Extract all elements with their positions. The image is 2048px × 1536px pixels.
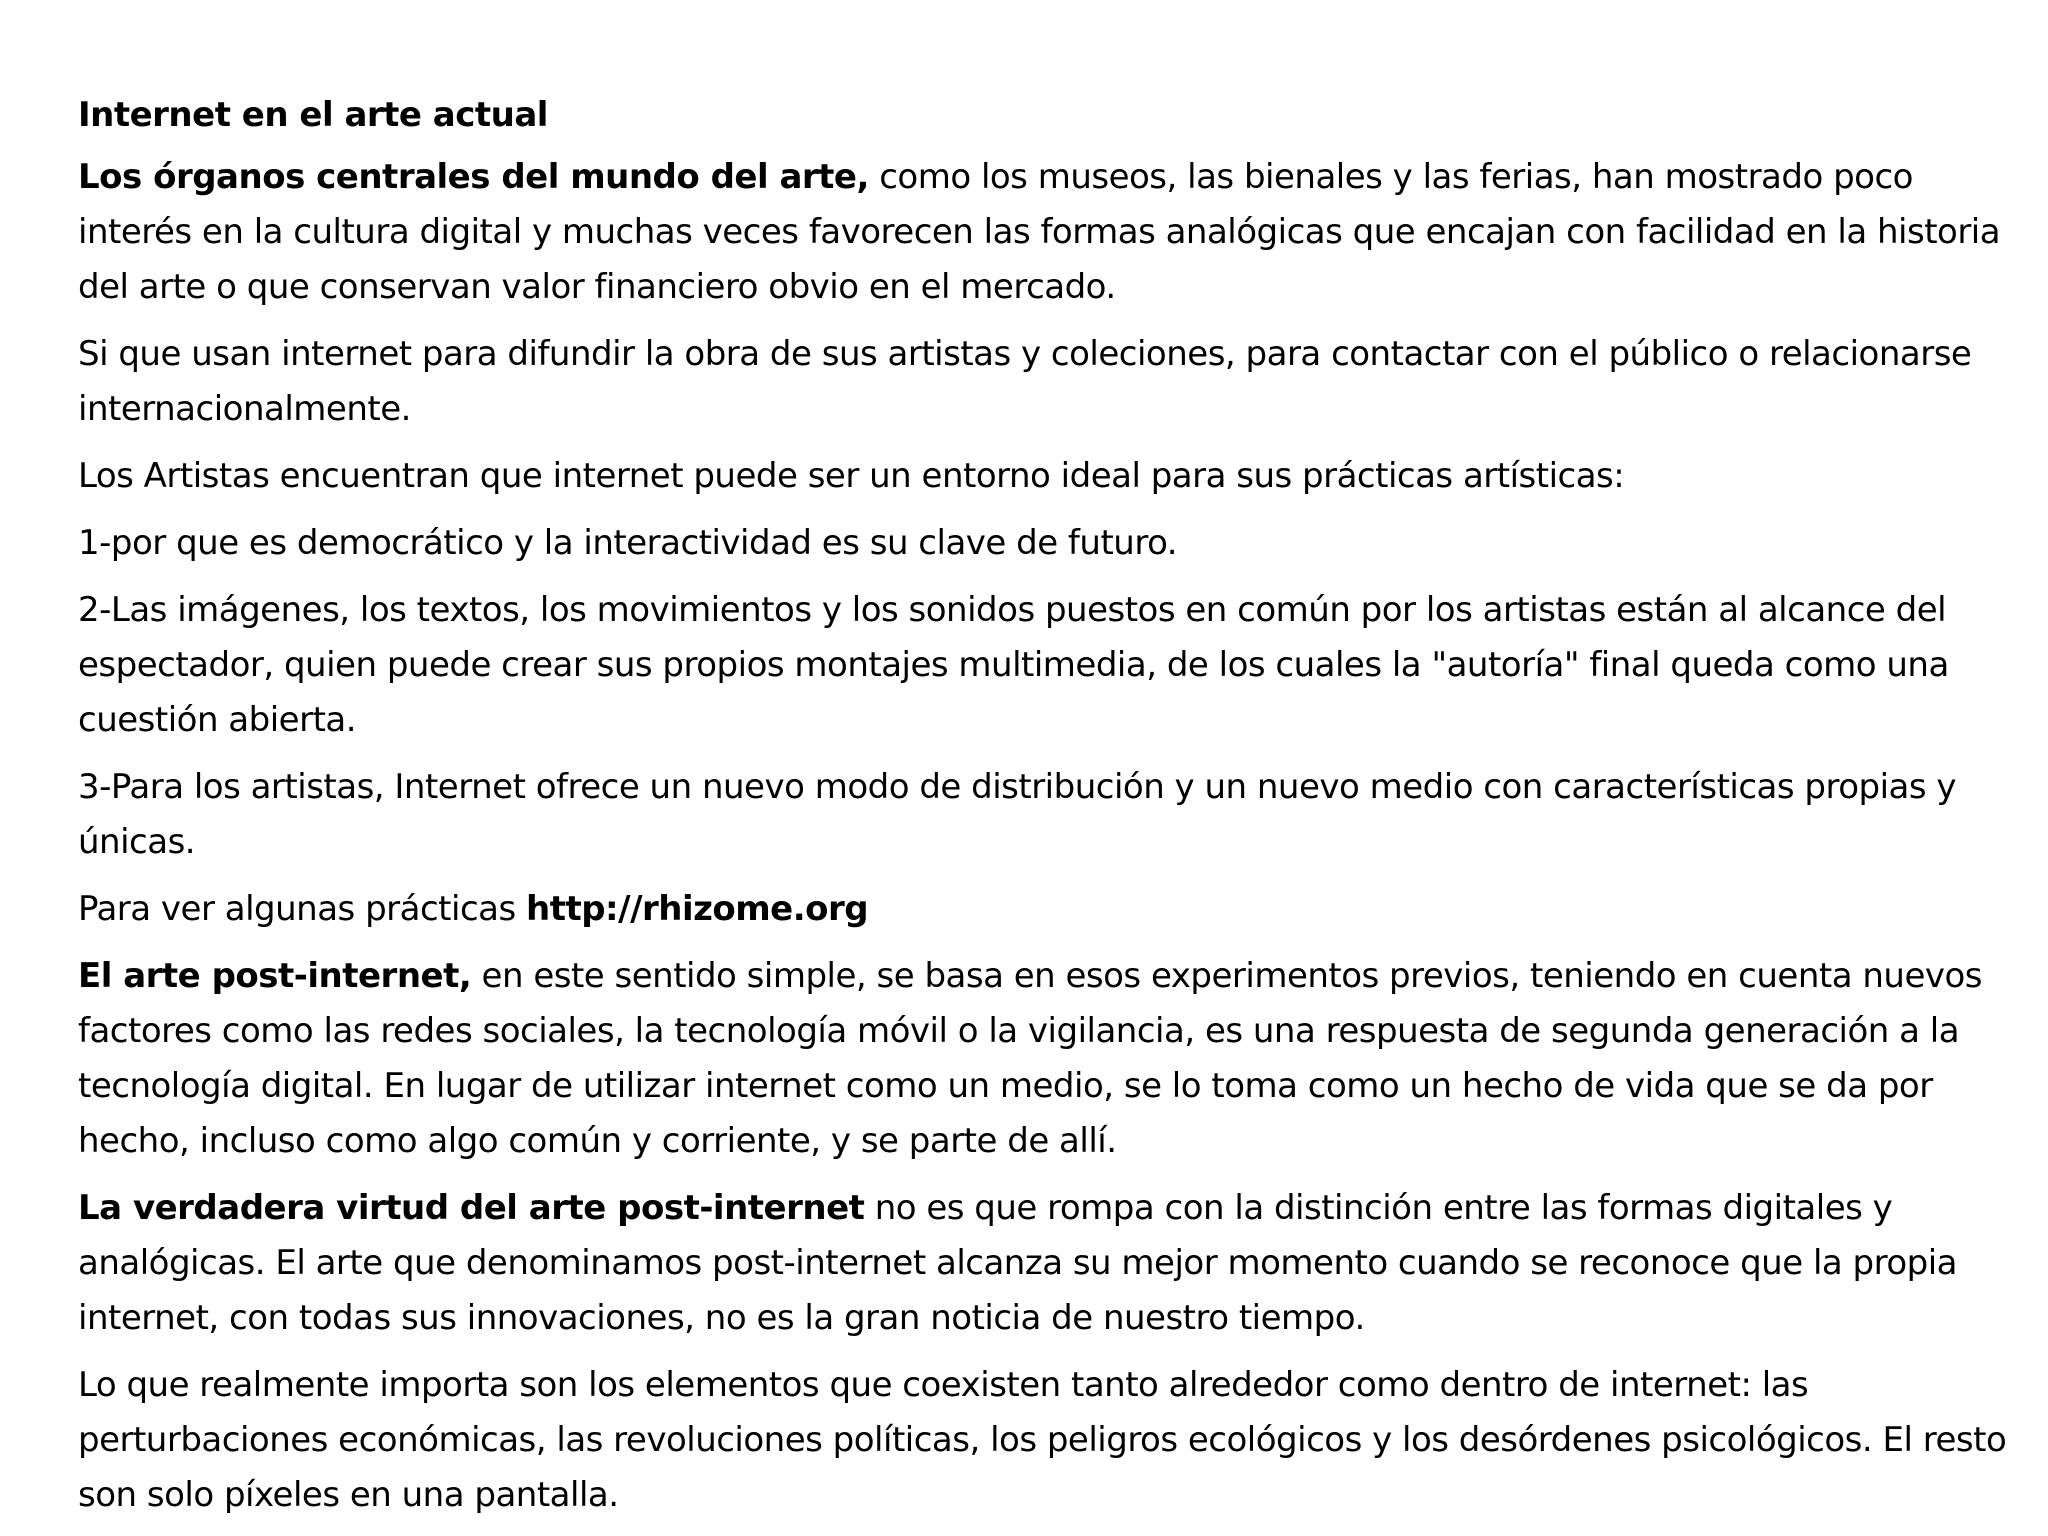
paragraph-text: en este sentido simple, se basa en esos experimentos previos, teniendo en cuenta nuevos factores como las redes sociales, la tecnología móvil o la vigilancia, es una respuesta de segunda generación a la tecnología digital. En lugar de utilizar internet como un medio, se lo toma como un hecho de vida que se da por hecho, incluso como algo común y corriente, y se parte de allí. xyxy=(78,956,1983,1161)
bold-lead: La verdadera virtud del arte post-internet xyxy=(78,1188,865,1228)
paragraph-internet-use: Si que usan internet para difundir la obra de sus artistas y coleciones, para contactar con el público o relacionarse internacionalmente. xyxy=(78,334,1972,429)
paragraph-art-world-organs xyxy=(78,150,2018,315)
paragraph-what-matters: Lo que realmente importa son los elementos que coexisten tanto alrededor como dentro de internet: las perturbaciones económicas, las revoluciones políticas, los peligros ecológicos y los desórdenes psicológicos. El resto son solo píxeles en una pantalla. xyxy=(78,1365,2007,1515)
paragraph-artists-intro: Los Artistas encuentran que internet puede ser un entorno ideal para sus prácticas artísticas: xyxy=(78,456,1625,496)
list-item-1: 1-por que es democrático y la interactividad es su clave de futuro. xyxy=(78,523,1178,563)
slide-title: Internet en el arte actual xyxy=(78,95,548,135)
list-item-2: 2-Las imágenes, los textos, los movimientos y los sonidos puestos en común por los artistas están al alcance del espectador, quien puede crear sus propios montajes multimedia, de los cuales la "autoría" final queda como una cuestión abierta. xyxy=(78,590,1949,740)
paragraph-practices-link xyxy=(78,882,2018,937)
paragraph-true-virtue xyxy=(78,1181,2018,1346)
paragraph-text: como los museos, las bienales y las ferias, han mostrado poco interés en la cultura digital y muchas veces favorecen las formas analógicas que encajan con facilidad en la historia del arte o que conservan valor financiero obvio en el mercado. xyxy=(78,157,2001,307)
paragraph-post-internet-art xyxy=(78,949,2018,1169)
list-item-3: 3-Para los artistas, Internet ofrece un nuevo modo de distribución y un nuevo medio con características propias y únicas. xyxy=(78,767,1957,862)
paragraph-text: Para ver algunas prácticas xyxy=(78,889,526,929)
bold-lead: Los órganos centrales del mundo del arte, xyxy=(78,157,869,197)
slide-content xyxy=(78,88,2018,1535)
bold-lead: El arte post-internet, xyxy=(78,956,472,996)
rhizome-link[interactable]: http://rhizome.org xyxy=(526,889,869,929)
paragraph-text: no es que rompa con la distinción entre las formas digitales y analógicas. El arte que denominamos post-internet alcanza su mejor momento cuando se reconoce que la propia internet, con todas sus innovaciones, no es la gran noticia de nuestro tiempo. xyxy=(78,1188,1958,1338)
